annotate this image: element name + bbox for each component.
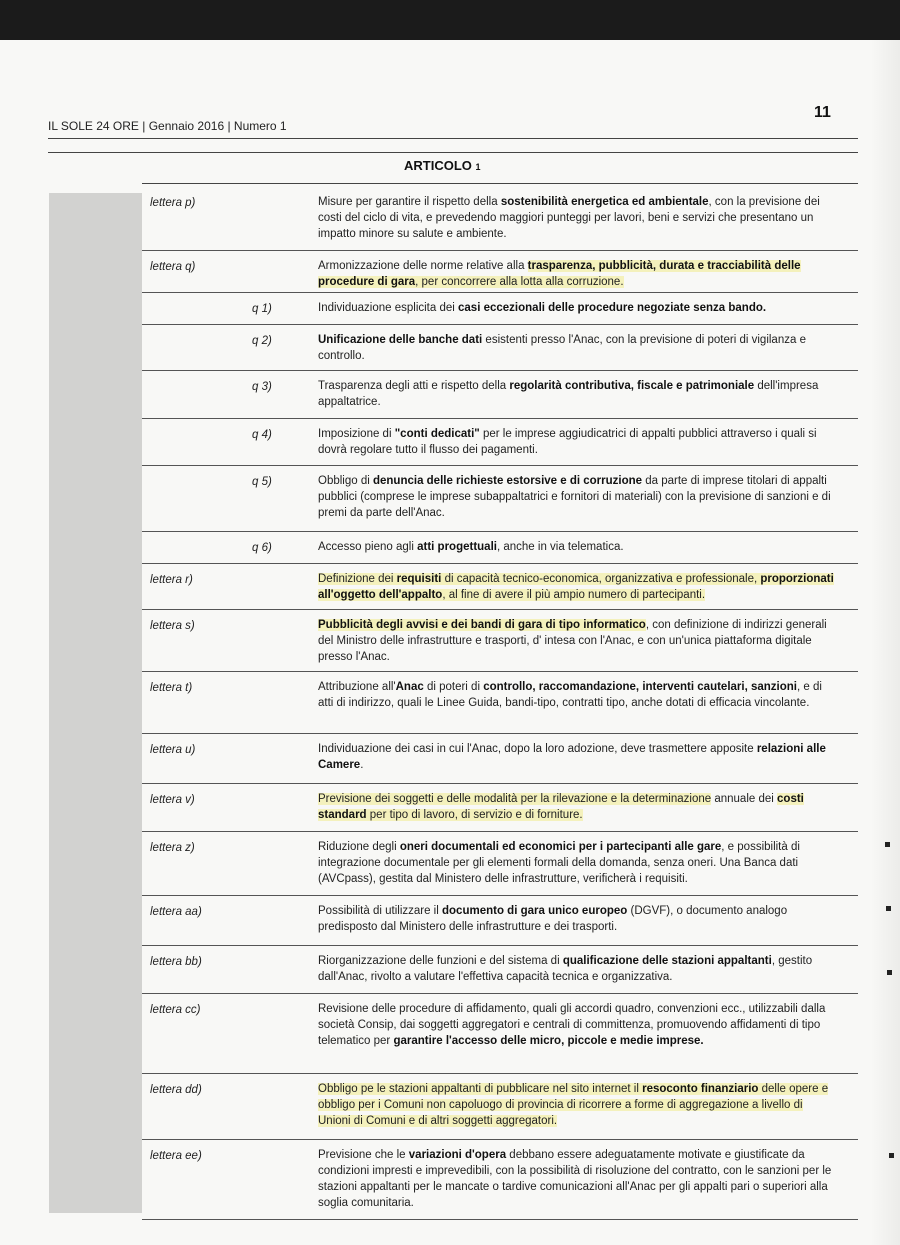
letter-label: lettera v) — [150, 794, 195, 806]
row-description — [318, 332, 838, 364]
sub-item-label: q 3) — [252, 381, 272, 393]
text-segment: , gestito dall'Anac, rivolto a valutare l'effettiva capacità tecnica e organizzativa. — [318, 955, 813, 983]
text-segment: Individuazione dei casi in cui l'Anac, dopo la loro adozione, deve trasmettere apposite — [318, 743, 757, 755]
text-segment: , e di atti di indirizzo, quali le Linee Guida, bandi-tipo, contratti tipo, anche dotati di efficacia vincolante. — [318, 681, 822, 709]
scan-mark — [889, 1153, 894, 1158]
text-segment: delle opere e obbligo per i Comuni non capoluogo di provincia di ricorrere a forme di aggregazione a livello di Unioni di Comuni e di altri soggetti aggregatori. — [318, 1083, 829, 1127]
text-segment: , al fine di avere il più ampio numero di partecipanti. — [442, 589, 706, 601]
bold-phrase: requisiti — [396, 573, 442, 585]
bold-phrase: costi standard — [318, 793, 804, 821]
bold-phrase: resoconto finanziario — [642, 1083, 759, 1095]
letter-label: lettera t) — [150, 682, 193, 694]
bold-phrase: "conti dedicati" — [394, 428, 480, 440]
section-title-text: ARTICOLO — [404, 158, 472, 173]
table-row — [142, 832, 858, 896]
row-description — [318, 953, 838, 985]
table-row — [142, 672, 858, 734]
table-row — [142, 946, 858, 994]
text-segment: (DGVF), o documento analogo predisposto dal Ministero delle infrastrutture e dei trasporti. — [318, 905, 788, 933]
bold-phrase: casi eccezionali delle procedure negoziate senza bando. — [458, 302, 767, 314]
bold-phrase: proporzionati all'oggetto dell'appalto — [318, 573, 834, 601]
text-segment: Trasparenza degli atti e rispetto della — [318, 380, 510, 392]
table-row — [142, 532, 858, 564]
bold-phrase: denuncia delle richieste estorsive e di corruzione — [372, 475, 643, 487]
sub-item-label: q 2) — [252, 335, 272, 347]
row-description — [318, 1081, 838, 1129]
section-title — [404, 158, 481, 173]
header-rule — [48, 138, 858, 139]
table-row — [142, 419, 858, 466]
sub-item-label: q 5) — [252, 476, 272, 488]
text-segment: debbano essere adeguatamente motivate e giustificate da condizioni impresti e imprevedibili, con la possibilità di risoluzione del contratto, con le sanzioni per le stazioni appaltanti per le mancate o tardive comunicazioni all'Anac per gli appalti pari o superiori alla soglia comunitaria. — [318, 1149, 832, 1209]
table-row — [142, 1074, 858, 1140]
letter-label: lettera s) — [150, 620, 195, 632]
row-description — [318, 839, 838, 887]
text-segment: Previsione dei soggetti e delle modalità per la rilevazione e la determinazione — [318, 793, 712, 805]
letter-label: lettera dd) — [150, 1084, 202, 1096]
section-title-number: 1 — [475, 162, 481, 172]
scan-mark — [886, 906, 891, 911]
text-segment: Definizione dei — [318, 573, 397, 585]
text-segment: Possibilità di utilizzare il — [318, 905, 442, 917]
row-description — [318, 1001, 838, 1049]
row-description — [318, 258, 838, 290]
text-segment: per le imprese aggiudicatrici di appalti pubblici attraverso i quali si dovrà regolare tutto il flusso dei pagamenti. — [318, 428, 817, 456]
scan-mark — [885, 842, 890, 847]
letter-label: lettera cc) — [150, 1004, 201, 1016]
row-description — [318, 617, 838, 665]
bold-phrase: Unificazione delle banche dati — [318, 334, 483, 346]
row-description — [318, 791, 838, 823]
letter-label: lettera q) — [150, 261, 196, 273]
bold-phrase: atti progettuali — [417, 541, 497, 553]
table-row — [142, 734, 858, 784]
bold-phrase: controllo, raccomandazione, interventi cautelari, sanzioni — [483, 681, 797, 693]
text-segment: di capacità tecnico-economica, organizzativa e professionale, — [441, 573, 761, 585]
row-description — [318, 539, 838, 555]
row-description — [318, 378, 838, 410]
row-description — [318, 903, 838, 935]
letter-label: lettera p) — [150, 197, 196, 209]
text-segment: di poteri di — [423, 681, 484, 693]
text-segment: Accesso pieno agli — [318, 541, 418, 553]
text-segment: Armonizzazione delle norme relative alla — [318, 260, 528, 272]
bold-phrase: trasparenza, pubblicità, durata e tracciabilità delle procedure di gara — [318, 260, 801, 288]
letter-label: lettera aa) — [150, 906, 202, 918]
table-row — [142, 994, 858, 1074]
table-row — [142, 466, 858, 532]
text-segment: Imposizione di — [318, 428, 395, 440]
bold-phrase: relazioni alle Camere — [318, 743, 826, 771]
row-description — [318, 1147, 838, 1211]
text-segment: Obbligo pe le stazioni appaltanti di pubblicare nel sito internet il — [318, 1083, 643, 1095]
row-description — [318, 194, 838, 242]
sub-item-label: q 1) — [252, 303, 272, 315]
text-segment: , con definizione di indirizzi generali del Ministro delle infrastrutture e trasporti, d' intesa con l'Anac, e con un'unica piattaforma digitale presso l'Anac. — [318, 619, 827, 663]
table-row — [142, 896, 858, 946]
sub-item-label: q 4) — [252, 429, 272, 441]
bold-phrase: sostenibilità energetica ed ambientale — [500, 196, 709, 208]
letter-label: lettera r) — [150, 574, 193, 586]
articolo-table — [142, 187, 858, 1220]
text-segment: Revisione delle procedure di affidamento, quali gli accordi quadro, convenzioni ecc., utilizzabili dalla società Consip, dai soggetti aggregatori e centrali di committenza, promuovendo affidamenti di tipo telematico per — [318, 1003, 826, 1047]
scan-edge-shadow — [870, 40, 900, 1245]
row-description — [318, 426, 838, 458]
text-segment: , per concorrere alla lotta alla corruzione. — [415, 276, 624, 288]
text-segment: per tipo di lavoro, di servizio e di forniture. — [366, 809, 583, 821]
letter-label: lettera u) — [150, 744, 196, 756]
letter-label: lettera bb) — [150, 956, 202, 968]
row-description — [318, 741, 838, 773]
table-row — [142, 293, 858, 325]
table-row — [142, 1140, 858, 1220]
sub-item-label: q 6) — [252, 542, 272, 554]
row-description — [318, 679, 838, 711]
text-segment: annuale dei — [711, 793, 778, 805]
text-segment: Riduzione degli — [318, 841, 400, 853]
bold-phrase: variazioni d'opera — [408, 1149, 507, 1161]
label-column-shading — [49, 193, 142, 1213]
bold-phrase: documento di gara unico europeo — [442, 905, 628, 917]
text-segment: Obbligo di — [318, 475, 373, 487]
table-row — [142, 564, 858, 610]
table-row — [142, 325, 858, 371]
row-description — [318, 300, 838, 316]
letter-label: lettera z) — [150, 842, 195, 854]
bold-phrase: Anac — [395, 681, 424, 693]
table-row — [142, 610, 858, 672]
bold-phrase: Pubblicità degli avvisi e dei bandi di gara di tipo informatico — [318, 619, 646, 631]
text-segment: esistenti presso l'Anac, con la previsione di poteri di vigilanza e controllo. — [318, 334, 806, 362]
bold-phrase: garantire l'accesso delle micro, piccole e medie imprese. — [393, 1035, 704, 1047]
row-description — [318, 571, 838, 603]
table-row — [142, 187, 858, 251]
title-rule — [142, 183, 858, 184]
text-segment: dell'impresa appaltatrice. — [318, 380, 819, 408]
table-row — [142, 784, 858, 832]
bold-phrase: regolarità contributiva, fiscale e patrimoniale — [509, 380, 755, 392]
text-segment: Individuazione esplicita dei — [318, 302, 459, 314]
bold-phrase: qualificazione delle stazioni appaltanti — [562, 955, 772, 967]
text-segment: Attribuzione all' — [318, 681, 396, 693]
text-segment: , con la previsione dei costi del ciclo di vita, e prevedendo maggiori punteggi per lavori, beni e servizi che presentano un impatto minore su salute e ambiente. — [318, 196, 820, 240]
text-segment: Previsione che le — [318, 1149, 409, 1161]
page-number: 11 — [814, 104, 831, 121]
text-segment: , anche in via telematica. — [496, 541, 624, 553]
bold-phrase: oneri documentali ed economici per i partecipanti alle gare — [399, 841, 722, 853]
text-segment: . — [360, 759, 364, 771]
text-segment: , e possibilità di integrazione documentale per gli elementi formali della domanda, senza oneri. Una Banca dati (AVCpass), gestita dal Ministero delle infrastrutture, verificherà i requisiti. — [318, 841, 800, 885]
text-segment: Misure per garantire il rispetto della — [318, 196, 501, 208]
header-rule-2 — [48, 152, 858, 153]
scan-mark — [887, 970, 892, 975]
letter-label: lettera ee) — [150, 1150, 202, 1162]
table-row — [142, 371, 858, 419]
text-segment: Riorganizzazione delle funzioni e del sistema di — [318, 955, 563, 967]
row-description — [318, 473, 838, 521]
publication-header: IL SOLE 24 ORE | Gennaio 2016 | Numero 1 — [48, 119, 287, 133]
text-segment: da parte di imprese titolari di appalti pubblici (comprese le imprese subappaltatrici e fornitori di materiali) con la previsione di sanzioni e di premi da parte dell'Anac. — [318, 475, 831, 519]
table-row — [142, 251, 858, 293]
